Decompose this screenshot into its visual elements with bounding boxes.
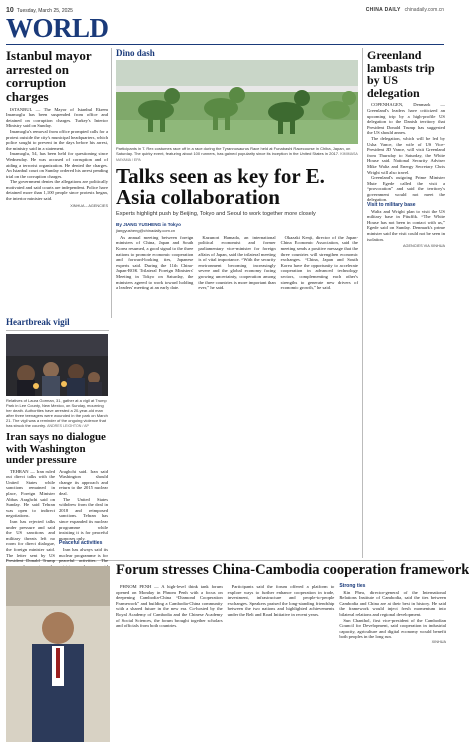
page-number: 10 [6, 6, 14, 14]
masthead: CHINA DAILY [365, 7, 401, 13]
photo-credit: KIMIMASA MAYAMA / EPA [116, 152, 358, 162]
cambodia-subhead: Strong ties [339, 583, 366, 589]
istanbul-headline: Istanbul mayor arrested on corruption charges [6, 48, 92, 104]
site-url: chinadaily.com.cn [404, 7, 444, 13]
dino-story [116, 49, 358, 58]
vigil-photo [6, 334, 108, 396]
paragraph: Imamoglu's removal from office prompted calls for a protest outside the city's municipal headquarters, which police sought to prevent in the days before his arrest, the ministry said in a statement. [6, 128, 108, 151]
talks-byline: By JIANG YUSHENG in Tokyo [116, 221, 181, 227]
talks-body [116, 235, 358, 291]
paragraph: Waltz and Wright plan to visit the US military base in Pituffik. “The White House has not been in contact with us,” Egede said on Sunday. Denmark's prime minister said the visit could not be seen in isolation. [367, 208, 445, 242]
paragraph: The United States withdrew from the deal in 2018 and reimposed sanctions. Tehran has since expanded its nuclear programme while insisting it is for peaceful purposes only. [59, 496, 108, 541]
greenland-headline: Greenland lambasts trip by US delegation [367, 48, 435, 100]
greenland-subhead: Visit to military base [367, 202, 416, 209]
istanbul-story [6, 49, 108, 314]
paragraph: PHNOM PENH — A high-level think tank forum opened on Monday in Phnom Penh with a focus on deepening Cambodia-China “Diamond Cooperation Framework” and building a Cambodia-China community with a shared future in the new era. Co-hosted by the Royal Academy of Cambodia and the Chinese Academy of Social Sciences, the forum brought together scholars and officials from both countries. [116, 584, 223, 629]
talks-col-3 [281, 235, 358, 291]
talks-story [116, 166, 358, 556]
story-source: XINHUA [431, 639, 447, 644]
iran-story [6, 431, 108, 564]
cambodia-col-3 [339, 584, 446, 742]
byline-email: jiangyusheng@chinadaily.com.cn [116, 227, 176, 233]
paragraph: Greenland's outgoing Prime Minister Mute Egede called the visit a “provocation” and said the territory's government would not meet the delegation. [367, 175, 445, 203]
heartbreak-story [6, 318, 108, 327]
paragraph: As annual meeting between foreign ministers of China, Japan and South Korea resumed, a good signal to the three nations to promote economic cooperation and forward-looking ties, Japanese experts said. During the 11th China-Japan-ROK Trilateral Foreign Ministers' Meeting in Tokyo on Saturday, the ministers agreed to work toward holding a leaders' meeting at an early date. [116, 234, 194, 291]
section-rule [6, 330, 109, 331]
paragraph: The government denies the allegations are politically motivated and said courts are independent. Police have detained more than 1,100 people since protests began, the interior minister said. [6, 179, 108, 202]
cambodia-body [116, 584, 446, 742]
paragraph: TEHRAN — Iran ruled out direct talks with the United States while sanctions remained in place, Foreign Minister Abbas Araghchi said on Sunday. He said Tehran was open to indirect negotiations. [6, 468, 55, 519]
photo-credit: ANDRES LEIGHTON / AP [47, 424, 89, 428]
paragraph: COPENHAGEN, Denmark — Greenland's leaders have criticized an upcoming trip by a high-profile US delegation to the Danish territory that President Donald Trump has suggested the US should annex. [367, 102, 445, 136]
vigil-caption [6, 398, 108, 429]
section-title: WORLD [6, 13, 109, 43]
caption-text: Participants in T. Rex costumes race off in a race during the Tyrannosaurus Race held at Funabashi Racecourse in Chiba, Japan, on Saturday. The quirky event, featuring about 100 runners, has gained popularity since its inception in the United States in 2017. [116, 146, 351, 156]
cambodia-story [116, 562, 469, 578]
caption-text: Relatives of Laura Gorman, 31, gather at a vigil at Trump Park in Lee County, New Mexico, on Sunday, mourning her death. Authorities have arrested a 20-year-old man after three teenagers were wounded in the park on March 21. The vigil was a reminder of the ongoing violence that has struck the country. [6, 398, 108, 428]
talks-subhead: Experts highlight push by Beijing, Tokyo and Seoul to work together more closely [116, 211, 316, 217]
greenland-story [367, 49, 445, 557]
cambodia-photo [6, 566, 110, 742]
paragraph: The delegation, which will be led by Usha Vance, the wife of US Vice-President JD Vance, will visit Greenland from Thursday to Saturday, the White House said. National Security Adviser Mike Waltz and Energy Secretary Chris Wright will also travel. [367, 135, 445, 175]
col-divider [111, 48, 112, 318]
paragraph: Kin Phea, director-general of the International Relations Institute of Cambodia, said the ties between Cambodia and China are at their best in history. He said the framework would inject fresh momentum into bilateral relations and regional development. [339, 589, 447, 617]
dino-headline: Dino dash [116, 48, 155, 58]
paragraph: Participants said the forum offered a platform to explore ways to further enhance cooperation in trade, investment, infrastructure and people-to-people exchanges. Speakers praised the long-standing friendship between the two nations and highlighted achievements under the Belt and Road Initiative in recent years. [227, 584, 335, 617]
greenland-body [367, 102, 445, 242]
col-divider [362, 48, 363, 558]
paragraph: Sun Chanthol, first vice-president of the Cambodian Council for Development, said cooperation in industrial capacity, agriculture and digital economy would benefit both peoples in the long run. [339, 617, 447, 640]
dino-photo [116, 60, 358, 144]
heartbreak-headline: Heartbreak vigil [6, 317, 70, 327]
issue-date: Tuesday, March 25, 2025 [16, 7, 73, 14]
dino-caption [116, 146, 358, 163]
paragraph: Imamoglu, 54, has been held for questioning since Wednesday. He was accused of corruption and of aiding a terrorist organization. He denied the charges. An Istanbul court on Sunday ordered his arrest pending trial on the corruption charges. [6, 151, 108, 179]
cambodia-col-1 [116, 584, 223, 742]
paragraph: ISTANBUL — The Mayor of Istanbul Ekrem Imamoglu has been suspended from office and detained on corruption charges. Turkey's Interior Ministry said on Sunday. [6, 106, 108, 129]
istanbul-body [6, 107, 108, 202]
cambodia-col-2 [228, 584, 335, 742]
paragraph: Okazaki Kenji, director of the Japan-China Economic Association, said the meeting sends a positive message that the three countries will strengthen economic exchanges. “China, Japan and South Korea have the opportunity to accelerate cooperation in advanced technology sectors, complementing each other's strengths to generate new drivers of economic growth,” he said. [280, 234, 358, 291]
story-source: AGENCIES VIA XINHUA [403, 244, 445, 249]
talks-col-1 [116, 235, 193, 291]
talks-col-2 [198, 235, 275, 291]
paragraph: Araghchi said. Iran said Washington should change its approach and return to the 2015 nuclear deal. [59, 468, 108, 497]
story-source: XINHUA – AGENCIES [70, 203, 108, 208]
talks-headline: Talks seen as key for E. Asia collaboration [116, 164, 325, 209]
cambodia-headline: Forum stresses China-Cambodia cooperation framework [116, 562, 469, 578]
header-rule [6, 44, 444, 45]
paragraph: Kazunori Hamada, an international political economist and former parliamentary vice-minister for foreign affairs of Japan, said the trilateral meeting is of vital importance. “With the security environment becoming increasingly severe and the global economy facing growing uncertainty, cooperation among the three countries is more important than ever,” he said. [198, 234, 276, 291]
paragraph: Iran has rejected talks under pressure and said the US sanctions and military threats left no room for direct dialogue, the foreign minister said. The letter sent by US President Donald Trump [6, 518, 55, 564]
paragraph: Iran has always said its nuclear programme is for peaceful activities. The [59, 546, 108, 564]
iran-headline: Iran says no dialogue with Washington under pressure [6, 431, 106, 467]
iran-subhead: Peaceful activities [59, 540, 103, 547]
